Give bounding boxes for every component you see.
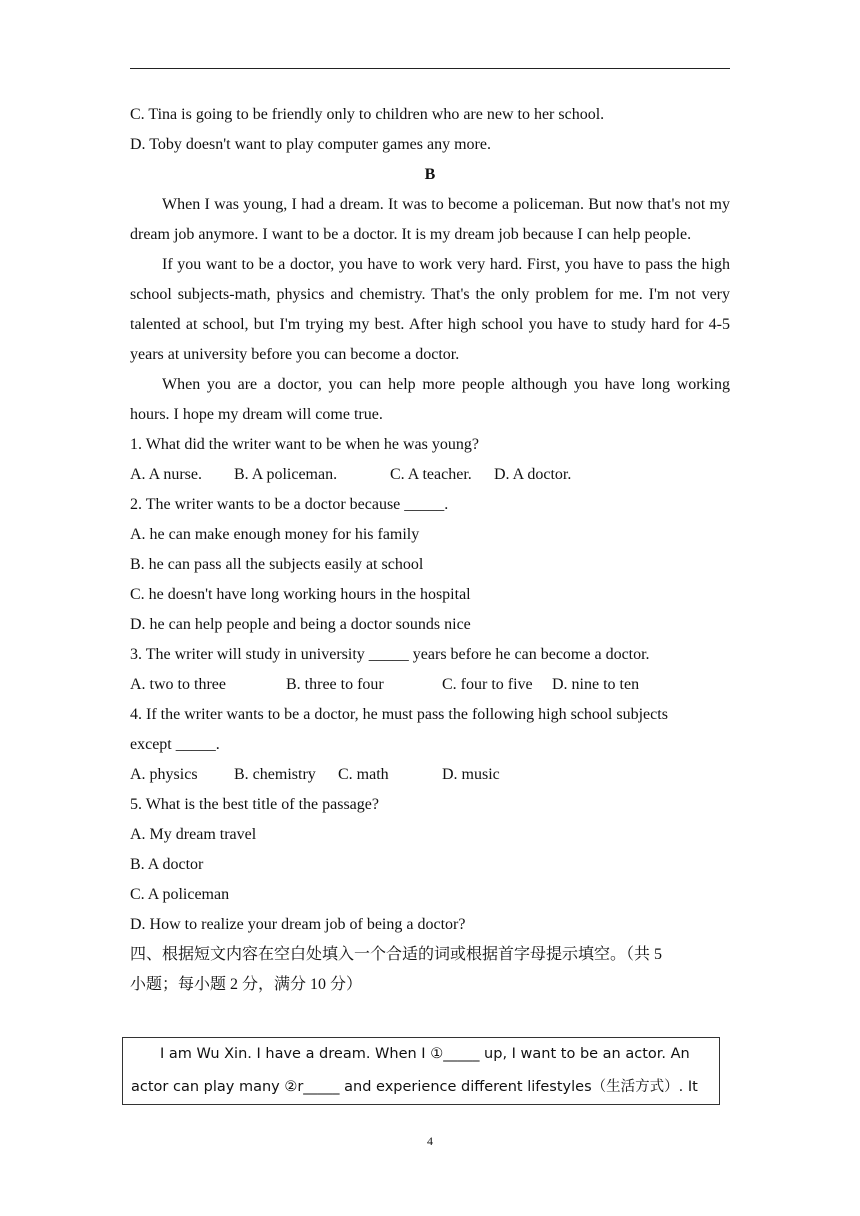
q1-option-c: C. A teacher.: [390, 466, 472, 483]
page-content: [130, 100, 730, 1000]
question-2: 2. The writer wants to be a doctor because _____.: [130, 496, 449, 513]
section-4-heading: 四、根据短文内容在空白处填入一个合适的词或根据首字母提示填空。（共 5: [130, 946, 663, 963]
q4-option-d: D. music: [442, 766, 500, 783]
box-line-2: actor can play many ②r_____ and experience different lifestyles（生活方式）. It: [131, 1079, 698, 1095]
box-line-1: I am Wu Xin. I have a dream. When I ①_____ up, I want to be an actor. An: [160, 1046, 690, 1062]
q3-option-b: B. three to four: [286, 676, 384, 693]
option-d-prev: D. Toby doesn't want to play computer games any more.: [130, 136, 491, 153]
q4-option-b: B. chemistry: [234, 766, 316, 783]
q2-option-c: C. he doesn't have long working hours in the hospital: [130, 586, 471, 603]
option-c-prev: C. Tina is going to be friendly only to children who are new to her school.: [130, 106, 605, 123]
passage-paragraph-2: If you want to be a doctor, you have to work very hard. First, you have to pass the high school subjects-math, physics and chemistry. That's the only problem for me. I'm not very talented at school, but I'm trying my best. After high school you have to study hard for 4-5 years at university before you can become a doctor.: [130, 256, 730, 363]
q4-option-c: C. math: [338, 766, 389, 783]
q1-option-a: A. A nurse.: [130, 466, 202, 483]
question-5: 5. What is the best title of the passage?: [130, 796, 379, 813]
passage-box: [122, 1037, 720, 1105]
q5-option-b: B. A doctor: [130, 856, 204, 873]
question-4-options: [130, 760, 730, 790]
q3-option-a: A. two to three: [130, 676, 226, 693]
q1-option-b: B. A policeman.: [234, 466, 338, 483]
question-1-options: [130, 460, 730, 490]
section-4-heading-cont: 小题；每小题 2 分，满分 10 分）: [130, 976, 363, 993]
question-4-line-1: 4. If the writer wants to be a doctor, he must pass the following high school subjects: [130, 706, 668, 723]
q5-option-d: D. How to realize your dream job of being a doctor?: [130, 916, 466, 933]
q1-option-d: D. A doctor.: [494, 466, 572, 483]
section-label: B: [424, 166, 436, 183]
q2-option-a: A. he can make enough money for his family: [130, 526, 420, 543]
q3-option-c: C. four to five: [442, 676, 533, 693]
question-3-options: [130, 670, 730, 700]
q5-option-a: A. My dream travel: [130, 826, 257, 843]
header-rule: [130, 68, 730, 69]
question-1: 1. What did the writer want to be when he was young?: [130, 436, 479, 453]
q4-option-a: A. physics: [130, 766, 198, 783]
q3-option-d: D. nine to ten: [552, 676, 640, 693]
q2-option-d: D. he can help people and being a doctor sounds nice: [130, 616, 471, 633]
passage-paragraph-3: When you are a doctor, you can help more people although you have long working hours. I hope my dream will come true.: [130, 376, 730, 423]
question-4-line-2: except _____.: [130, 736, 220, 753]
passage-paragraph-1: When I was young, I had a dream. It was to become a policeman. But now that's not my dream job anymore. I want to be a doctor. It is my dream job because I can help people.: [130, 196, 730, 243]
page-number: 4: [427, 1134, 433, 1148]
q5-option-c: C. A policeman: [130, 886, 230, 903]
question-3: 3. The writer will study in university _____ years before he can become a doctor.: [130, 646, 650, 663]
q2-option-b: B. he can pass all the subjects easily at school: [130, 556, 424, 573]
